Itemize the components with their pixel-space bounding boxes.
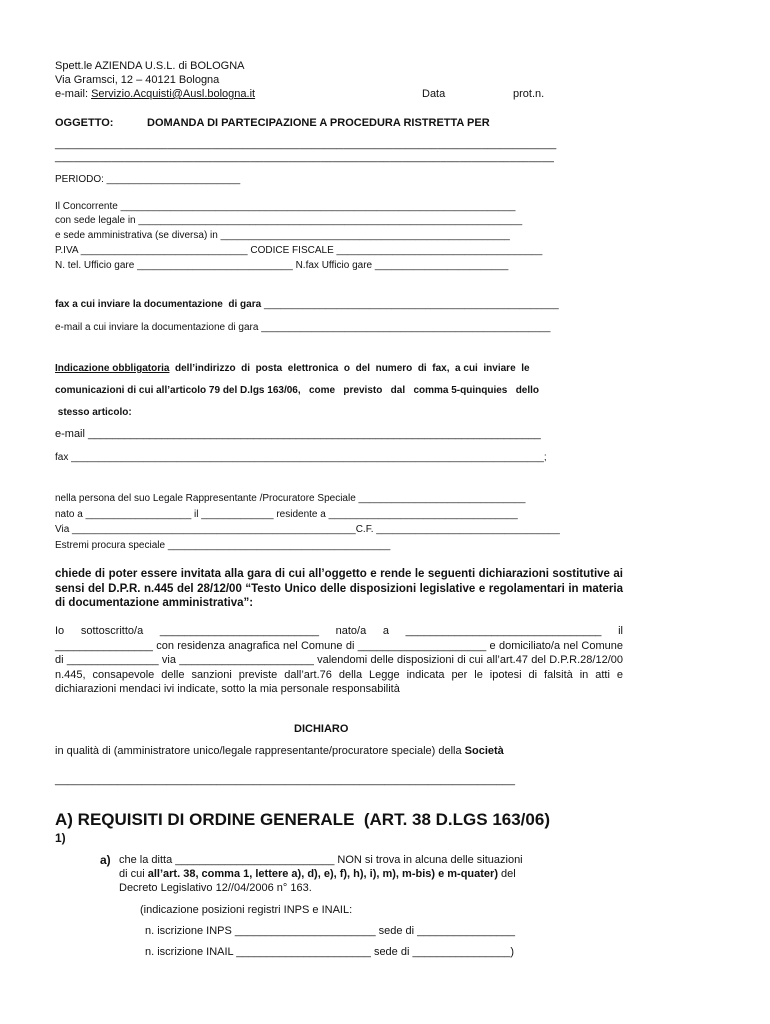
- email-label: e-mail:: [55, 88, 92, 100]
- via-cf-field[interactable]: Via ___________________________________________________C.F. _________________________________: [55, 524, 560, 535]
- subject-fill-line-2[interactable]: _______________________________________________________________________________: [55, 151, 555, 163]
- qualita-line: [55, 745, 504, 758]
- registri-note: (indicazione posizioni registri INPS e INAIL:: [140, 904, 353, 916]
- item-a-line-1[interactable]: che la ditta __________________________ NON si trova in alcuna delle situazioni: [119, 854, 523, 866]
- concorrente-field[interactable]: Il Concorrente _______________________________________________________________________: [55, 201, 516, 212]
- tel-fax-field[interactable]: N. tel. Ufficio gare ____________________________ N.fax Ufficio gare ________________________: [55, 260, 509, 271]
- societa-fill-line[interactable]: __________________________________________________________________________: [55, 774, 516, 786]
- date-label: Data: [422, 88, 446, 100]
- fax-documentazione-label: fax a cui inviare la documentazione di gara: [55, 299, 262, 310]
- item-a-line-2: [119, 868, 516, 881]
- email-row: [55, 88, 255, 101]
- procura-speciale-field[interactable]: Estremi procura speciale ________________________________________: [55, 540, 391, 551]
- dichiaro-heading: DICHIARO: [294, 723, 349, 735]
- period-field[interactable]: PERIODO: ________________________: [55, 174, 241, 185]
- sede-legale-field[interactable]: con sede legale in _____________________________________________________________________: [55, 215, 523, 226]
- addressee: Spett.le AZIENDA U.S.L. di BOLOGNA: [55, 60, 245, 72]
- item-a-label: a): [100, 853, 111, 867]
- inps-field[interactable]: n. iscrizione INPS _______________________ sede di ________________: [145, 925, 516, 937]
- subject-label: OGGETTO:: [55, 117, 114, 129]
- indicazione-line-3: stesso articolo:: [55, 407, 132, 418]
- comunicazioni-email-field[interactable]: e-mail __________________________________________________________________________: [55, 428, 541, 440]
- rappresentante-field[interactable]: nella persona del suo Legale Rappresentante /Procuratore Speciale ______________________________: [55, 493, 526, 504]
- item-a-text-a: di cui: [119, 868, 148, 880]
- item-a-text-c: del: [498, 868, 516, 880]
- subject-fill-line-1[interactable]: ________________________________________________________________________________: [55, 138, 557, 150]
- item-a-text-b: all’art. 38, comma 1, lettere a), d), e), f), h), i), m), m-bis) e m-quater): [147, 868, 498, 880]
- email-documentazione-field[interactable]: e-mail a cui inviare la documentazione di gara ____________________________________________________: [55, 322, 551, 333]
- sottoscritto-paragraph[interactable]: Io sottoscritto/a __________________________ nato/a a ________________________________ il ________________ con residenza anagrafica nel Comune di _____________________ e domiciliato/a nel Comune di _______________ via ______________________ valendomi delle disposizioni di cui all’art.47 del D.P.R.28/12/00 n.445, consapevole delle sanzioni previste dall’art.76 della Legge indicata per le ipotesi di falsità in atti e dichiarazioni mendaci ivi indicate, sotto la mia personale responsabilità: [55, 625, 623, 695]
- section-a-title: A) REQUISITI DI ORDINE GENERALE (ART. 38 D.LGS 163/06): [55, 810, 550, 829]
- indicazione-rest: dell’indirizzo di posta elettronica o del numero di fax, a cui inviare le: [169, 363, 530, 374]
- item-a-line-3: Decreto Legislativo 12//04/2006 n° 163.: [119, 882, 312, 894]
- societa-label: Società: [464, 745, 504, 757]
- nascita-residenza-field[interactable]: nato a ___________________ il _____________ residente a __________________________________: [55, 509, 518, 520]
- inail-field[interactable]: n. iscrizione INAIL ______________________ sede di ________________): [145, 946, 515, 958]
- qualita-text: in qualità di (amministratore unico/legale rappresentante/procuratore speciale) della: [55, 745, 465, 757]
- sede-amministrativa-field[interactable]: e sede amministrativa (se diversa) in ____________________________________________________: [55, 230, 510, 241]
- fax-documentazione-field[interactable]: [55, 298, 559, 311]
- section-a-number: 1): [55, 831, 66, 845]
- piva-cf-field[interactable]: P.IVA ______________________________ CODICE FISCALE _____________________________________: [55, 245, 543, 256]
- indicazione-line-2: comunicazioni di cui all’articolo 79 del D.lgs 163/06, come previsto dal comma 5-quinquies dello: [55, 385, 540, 396]
- indicazione-line-1: [55, 362, 530, 375]
- subject-text: DOMANDA DI PARTECIPAZIONE A PROCEDURA RISTRETTA PER: [147, 117, 490, 129]
- chiede-paragraph: chiede di poter essere invitata alla gara di cui all’oggetto e rende le seguenti dichiarazioni sostitutive ai sensi del D.P.R. n.445 del 28/12/00 “Testo Unico delle disposizioni legislative e regolamentari in materia di documentazione amministrativa”:: [55, 568, 623, 609]
- address-street: Via Gramsci, 12 – 40121 Bologna: [55, 74, 220, 86]
- prot-label: prot.n.: [513, 88, 545, 100]
- fax-documentazione-line[interactable]: _____________________________________________________: [261, 299, 559, 310]
- comunicazioni-fax-field[interactable]: fax _____________________________________________________________________________________;: [55, 452, 547, 463]
- email-link[interactable]: Servizio.Acquisti@Ausl.bologna.it: [91, 88, 256, 100]
- indicazione-obbligatoria: Indicazione obbligatoria: [55, 363, 170, 374]
